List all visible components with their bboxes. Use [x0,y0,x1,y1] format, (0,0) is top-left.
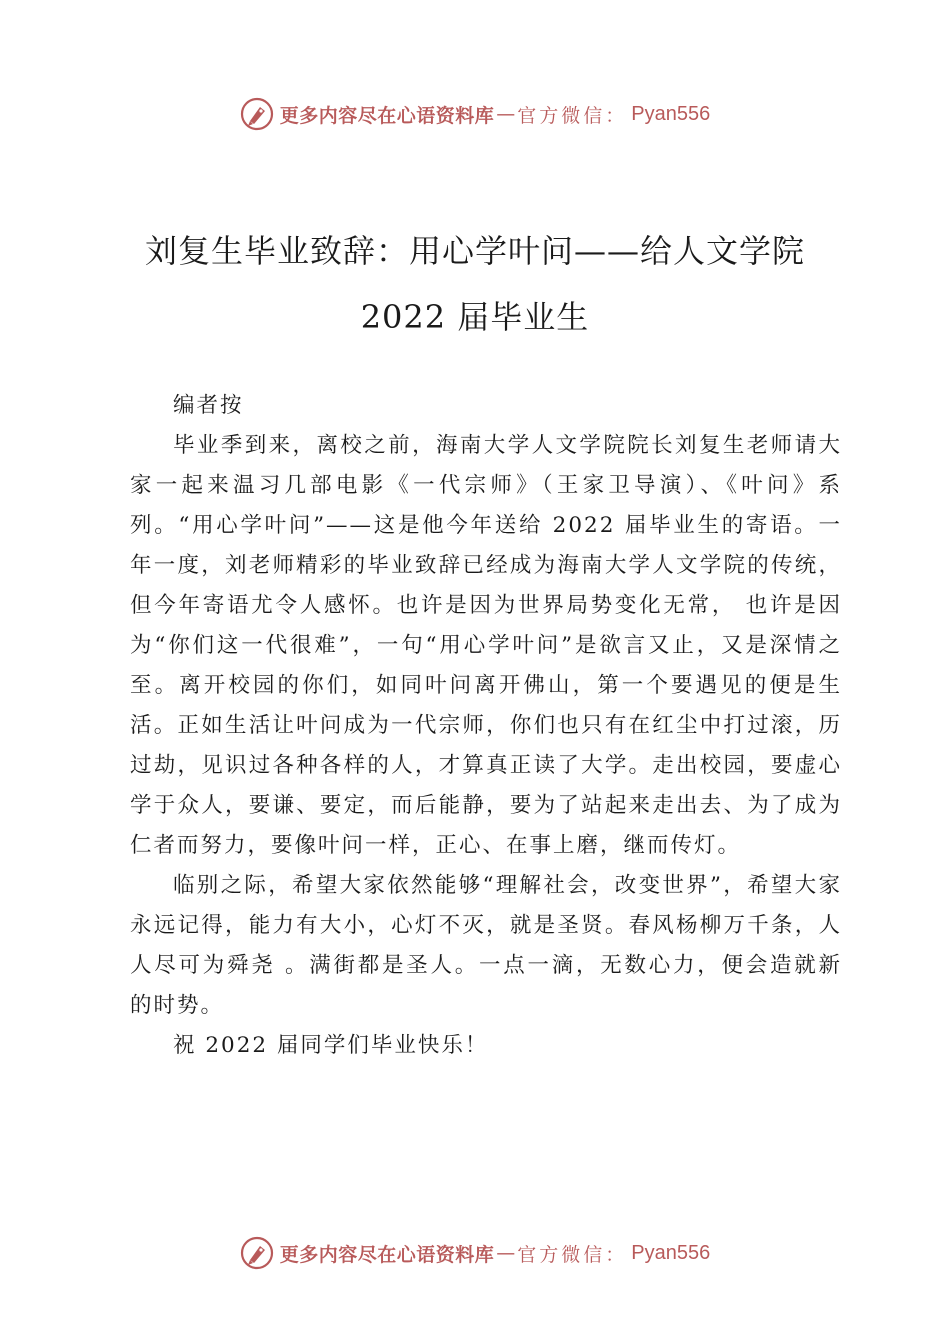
article-paragraph-1: 毕业季到来，离校之前，海南大学人文学院院长刘复生老师请大家一起来温习几部电影《一代宗师》（王家卫导演）、《叶问》系列。“用心学叶问”——这是他今年送给 2022 届毕业生的寄语。一年一度，刘老师精彩的毕业致辞已经成为海南大学人文学院的传统，但今年寄语尤令人感怀。也许是因为世界局势变化无常， 也许是因为“你们这一代很难”，一句“用心学叶问”是欲言又止，又是深情之至。离开校园的你们，如同叶问离开佛山，第一个要遇见的便是生活。正如生活让叶问成为一代宗师，你们也只有在红尘中打过滚，历过劫，见识过各种各样的人，才算真正读了大学。走出校园，要虚心学于众人，要谦、要定，而后能静，要为了站起来走出去、为了成为仁者而努力，要像叶问一样，正心、在事上磨，继而传灯。 [130,433,842,858]
pen-nib-logo-icon [240,97,274,131]
editor-note-heading: 编者按 [173,393,244,418]
document-title-line-2: 2022 届毕业生 [360,298,590,336]
article-paragraph-3: 祝 2022 届同学们毕业快乐！ [173,1033,489,1058]
banner-main-text: 更多内容尽在心语资料库 [279,1243,495,1266]
article-paragraph-2: 临别之际，希望大家依然能够“理解社会，改变世界”，希望大家永远记得，能力有大小，心灯不灭，就是圣贤。春风杨柳万千条，人人尽可为舜尧 。满街都是圣人。一点一滴，无数心力，便会造就新的时势。 [130,873,842,1018]
banner-wechat-label: 官方微信： [517,1243,628,1266]
banner-separator: — [496,1242,516,1264]
footer-banner [0,1233,950,1273]
article-body [130,386,842,1066]
header-banner [0,94,950,134]
banner-wechat-label: 官方微信： [517,104,628,127]
banner-separator: — [496,103,516,125]
banner-wechat-id: Pyan556 [631,1241,711,1264]
document-title-line-1: 刘复生毕业致辞：用心学叶问——给人文学院 [144,232,805,270]
pen-nib-logo-icon [240,1236,274,1270]
banner-main-text: 更多内容尽在心语资料库 [279,104,495,127]
banner-wechat-id: Pyan556 [631,102,711,125]
